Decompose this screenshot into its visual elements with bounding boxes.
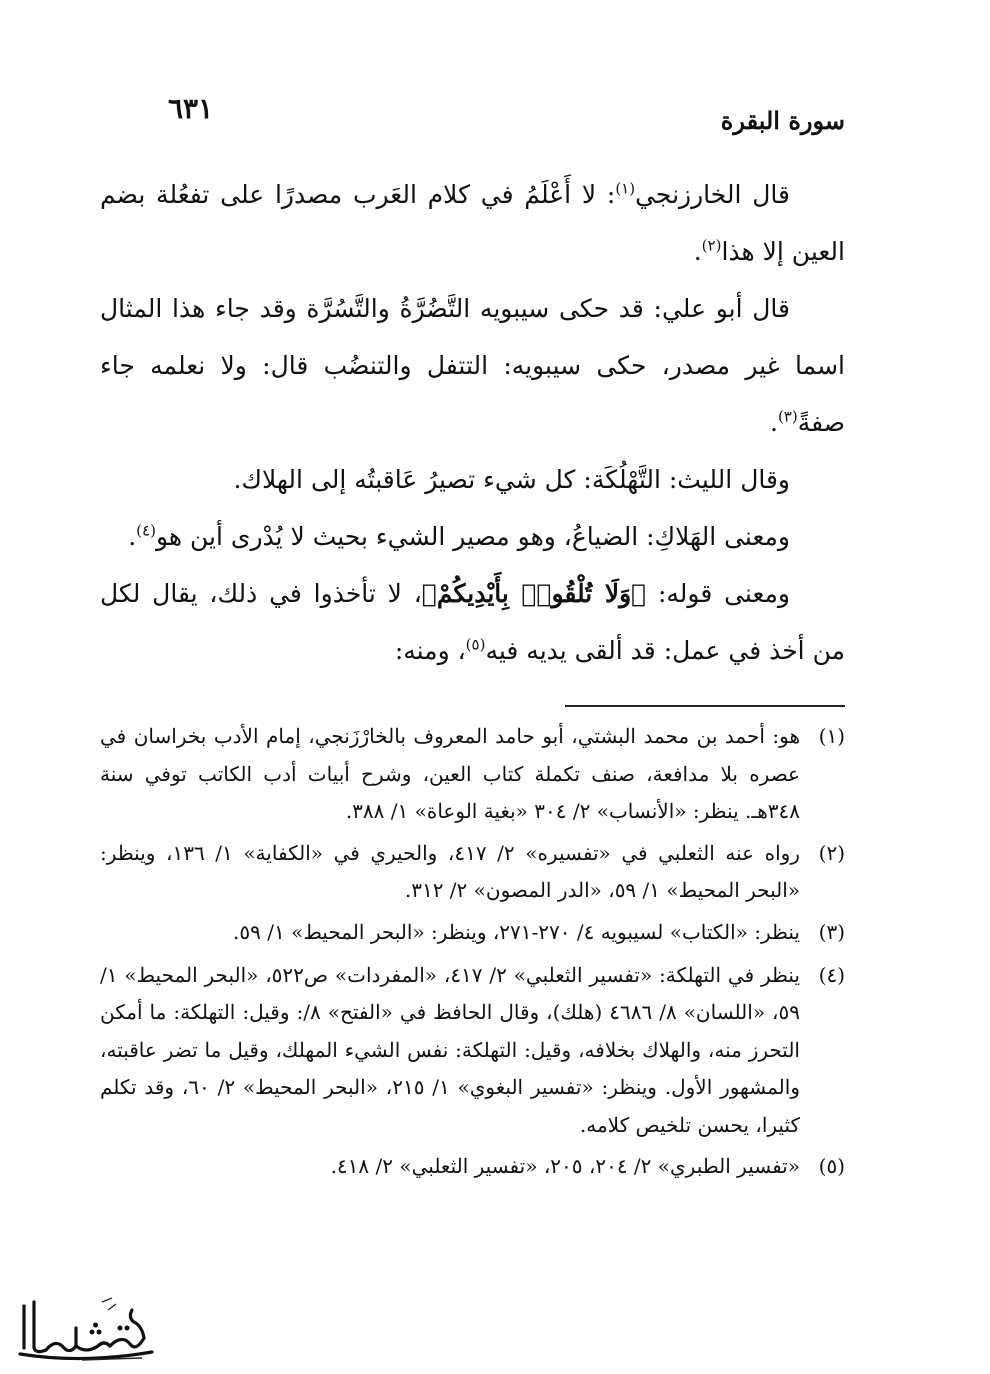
paragraph-text: قال الخارزنجي: [635, 180, 790, 209]
punctuation: .: [128, 522, 137, 551]
quran-verse: ﴿وَلَا تُلْقُوا۟ بِأَيْدِيكُمْ﴾: [421, 579, 647, 608]
paragraph-text: ، لا تأخذوا في ذلك، يقال لكل من أخذ في عمل: قد ألقى يديه فيه: [100, 579, 845, 665]
paragraph-text: : لا أَعْلَمُ في كلام العَرب مصدرًا على تفعُلة بضم العين إلا هذا: [100, 180, 845, 266]
paragraph-5: [100, 565, 845, 679]
footnote-separator: [565, 705, 845, 707]
paragraph-1: [100, 166, 845, 280]
footnote-ref: (٢): [701, 236, 722, 255]
paragraph-4: [100, 508, 845, 565]
footnote-text: هو: أحمد بن محمد البشتي، أبو حامد المعروف بالخارْزَنجي، إمام الأدب بخراسان في عصره بلا مدافعة، صنف تكملة كتاب العين، وشرح أبيات أدب الكاتب توفي سنة ٣٤٨هـ. ينظر: «الأنساب» ٢/ ٣٠٤ «بغية الوعاة» ١/ ٣٨٨.: [100, 724, 800, 823]
footnote-number: (٢): [818, 840, 845, 865]
footnote-text: رواه عنه الثعلبي في «تفسيره» ٢/ ٤١٧، والحيري في «الكفاية» ١/ ١٣٦، وينظر: «البحر المحيط» ١/ ٥٩، «الدر المصون» ٢/ ٣١٢.: [100, 840, 800, 902]
footnote-text: «تفسير الطبري» ٢/ ٢٠٤، ٢٠٥، «تفسير الثعلبي» ٢/ ٤١٨.: [330, 1154, 800, 1178]
footnote-ref: (١): [615, 179, 636, 198]
footnotes: [100, 718, 845, 1190]
page-header: [100, 92, 845, 136]
footnote-4: [100, 957, 845, 1145]
paragraph-text: ، ومنه:: [394, 636, 466, 665]
footnote-ref: (٥): [465, 635, 486, 654]
logo-icon: [12, 1288, 162, 1368]
footnote-text: ينظر: «الكتاب» لسيبويه ٤/ ٢٧٠-٢٧١، وينظر: «البحر المحيط» ١/ ٥٩.: [233, 919, 800, 944]
paragraph-text: قال أبو علي: قد حكى سيبويه التَّضُرَّةُ والتَّسُرَّة وقد جاء هذا المثال اسما غير مصدر، حكى سيبويه: التتفل والتنضُب قال: ولا نعلمه جاء صفةً: [100, 294, 845, 437]
surah-title: سورة البقرة: [720, 106, 845, 135]
footnote-number: (١): [818, 724, 845, 748]
page-number: ٦٣١: [168, 92, 214, 125]
footnote-2: [100, 835, 845, 910]
footnote-text: ينظر في التهلكة: «تفسير الثعلبي» ٢/ ٤١٧، «المفردات» ص٥٢٢، «البحر المحيط» ١/ ٥٩، «اللسان» ٨/ ٤٦٨٦ (هلك)، وقال الحافظ في «الفتح» ٨/: وقيل: التهلكة: ما أمكن التحرز منه، والهلاك بخلافه، وقيل: التهلكة: نفس الشيء المهلك، وقيل ما تضر عاقبته، والمشهور الأول. وينظر: «تفسير البغوي» ١/ ٢١٥، «البحر المحيط» ٢/ ٦٠، وقد تكلم كثيرا، يحسن تلخيص كلامه.: [100, 962, 800, 1137]
footnote-1: [100, 718, 845, 831]
footnote-number: (٥): [818, 1154, 845, 1178]
paragraph-text: ومعنى قوله:: [646, 579, 790, 608]
paragraph-text: ومعنى الهَلاكِ: الضياعُ، وهو مصير الشيء بحيث لا يُدْرى أين هو: [155, 522, 790, 551]
footnote-ref: (٣): [777, 407, 798, 426]
footnote-5: [100, 1148, 845, 1186]
footnote-number: (٣): [818, 919, 845, 944]
punctuation: .: [693, 237, 702, 266]
footnote-3: [100, 914, 845, 951]
punctuation: .: [769, 408, 778, 437]
paragraph-2: [100, 280, 845, 451]
paragraph-text: وقال الليث: التَّهْلُكَة: كل شيء تصيرُ عَاقبتُه إلى الهلاك.: [233, 465, 790, 494]
paragraph-3: [100, 451, 845, 508]
footnote-number: (٤): [818, 962, 845, 987]
footnote-ref: (٤): [136, 521, 156, 540]
main-text: [100, 166, 845, 679]
